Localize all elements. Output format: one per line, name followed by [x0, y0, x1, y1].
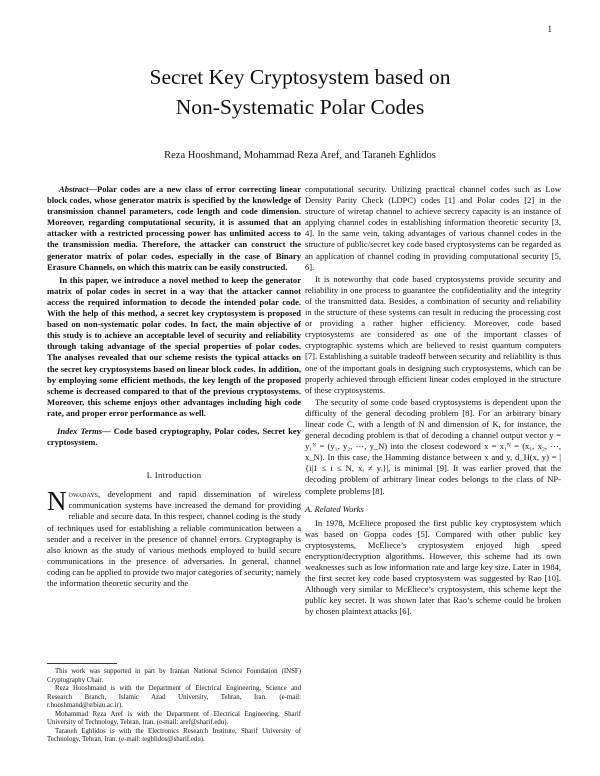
right-paragraph-2: It is noteworthy that code based cryptosystems provide security and reliability in one process to guarantee the confidentiality and the integrity of the transmitted data. Besides, a combination of security and reliability in the structure of these systems can result in reducing the processing cost or providing a rather higher efficiency. Moreover, code based cryptosystems are considered as one of the important classes of cryptographic systems which are believed to resist quantum computers [7]. Establishing a suitable tradeoff between security and reliability is thus one of the important goals in designing such cryptosystems, which can be properly achieved through efficient linear codes employed in the structure of these cryptosystems. [305, 273, 561, 395]
abstract [47, 184, 301, 419]
right-paragraph-3: The security of some code based cryptosystems is dependent upon the difficulty of the general decoding problem [8]. For an arbitrary binary linear code C, with a length of N and dimension of K, for instance, the general decoding problem is that of decoding a channel output vector y = y₁ᴺ = (y₁, y₂, ⋯, y_N) into the closest codeword x = x₁ᴺ = (x₁, x₂, ⋯, x_N). In this case, the Hamming distance between x and y, d_H(x, y) = |{i|1 ≤ i ≤ N, xᵢ ≠ yᵢ}|, is minimal [9]. It was earlier proved that the decoding problem of arbitrary linear codes belongs to the class of NP-complete problems [8]. [305, 396, 561, 496]
introduction-text-1: development and rapid dissemination of wireless communication systems have increased the demand for providing reliable and secure data. In this respect, channel coding is the study of techniques used for establishing a reliable communication between a sender and a receiver in the presence of channel errors. Cryptography is also known as the study of various methods employed to build secure communications in the presence of adversaries. In general, channel coding can be applied to provide two major categories of security; namely the information theoretic security and the [47, 489, 301, 588]
right-paragraph-4: In 1978, McEliece proposed the first public key cryptosystem which was based on Goppa codes [5]. Compared with other public key cryptosystems, McEliece’s cryptosystem enjoyed high speed encryption/decryption algorithms. However, this scheme had its own weaknesses such as low information rate and large key size. Later in 1984, the first secret key code based cryptosystem was suggested by Rao [10]. Although very similar to McEliece’s cryptosystem, this scheme kept the public key secret. It was shown later that Rao’s scheme could be broken by chosen plaintext attacks [6]. [305, 517, 561, 617]
footnote-author-3: Taraneh Eghlidos is with the Electronics Research Institute, Sharif University of Technology, Tehran, Iran. (e-mail: teghlidos@sharif.edu). [47, 727, 301, 743]
first-word-rest: owadays, [68, 489, 101, 500]
abstract-paragraph-2: In this paper, we introduce a novel method to keep the generator matrix of polar codes in secret in a way that the attacker cannot access the required information to decode the intended polar code. With the help of this method, a secret key cryptosystem is proposed based on non-systematic polar codes. In fact, the main objective of this study is to achieve an acceptable level of security and reliability through taking advantage of the special properties of polar codes. The analyses revealed that our scheme resists the typical attacks on the secret key cryptosystems based on linear block codes. In addition, by employing some efficient methods, the key length of the proposed scheme is decreased compared to that of the previous cryptosystems. Moreover, this scheme enjoys other advantages including high code rate, and proper error performance as well. [47, 274, 301, 418]
left-column [47, 184, 301, 589]
section-heading-introduction: I. Introduction [146, 470, 202, 481]
title-line-1: Secret Key Cryptosystem based on [149, 65, 451, 89]
drop-cap-letter: N [47, 486, 67, 517]
page-number: 1 [547, 24, 552, 34]
footnote-divider [47, 663, 117, 664]
footnotes [47, 668, 301, 745]
subsection-heading-related-works: A. Related Works [305, 503, 364, 514]
right-paragraph-1: computational security. Utilizing practical channel codes such as Low Density Parity Check (LDPC) codes [1] and Polar codes [2] in the structure of wiretap channel to achieve secrecy capacity is an instance of applying channel codes in establishing information theoretic security [3, 4]. In the same vein, taking advantages of various channel codes in the structure of public/secret key code based cryptosystems can be regarded as an application of channel coding in providing computational security [5, 6]. [305, 184, 561, 272]
index-terms [47, 426, 301, 448]
footnote-author-2: Mohammad Reza Aref is with the Department of Electrical Engineering, Sharif University of Technology, Tehran, Iran. (e-mail: aref@sharif.edu). [47, 710, 301, 726]
footnote-funding: This work was supported in part by Iranian National Science Foundation (INSF) Cryptography Chair. [47, 668, 301, 684]
abstract-label: Abstract [59, 184, 89, 194]
index-terms-label: Index Terms [57, 425, 103, 436]
author-list: Reza Hooshmand, Mohammad Reza Aref, and Taraneh Eghlidos [164, 150, 436, 161]
abstract-text-1: —Polar codes are a new class of error correcting linear block codes, whose generator matrix is specified by the knowledge of transmission channel parameters, code length and code dimension. Moreover, regarding computational security, it is assumed that an attacker with a restricted processing power has unlimited access to the transmission media. Therefore, the attacker can construct the generator matrix of polar codes, especially in the case of Binary Erasure Channels, on which this matrix can be easily constructed. [47, 184, 301, 272]
abstract-paragraph-1 [47, 184, 301, 273]
title-line-2: Non-Systematic Polar Codes [175, 95, 425, 119]
paper-title [0, 62, 600, 122]
footnote-author-1: Reza Hooshmand is with the Department of Electrical Engineering, Science and Research Branch, Islamic Azad University, Tehran, Iran. (e-mail: r.hooshmand@srbiau.ac.ir). [47, 685, 301, 709]
index-terms-text: — Code based cryptography, Polar codes, Secret key cryptosystem. [47, 425, 302, 448]
right-column [305, 184, 561, 618]
introduction-paragraph-1 [47, 486, 301, 589]
